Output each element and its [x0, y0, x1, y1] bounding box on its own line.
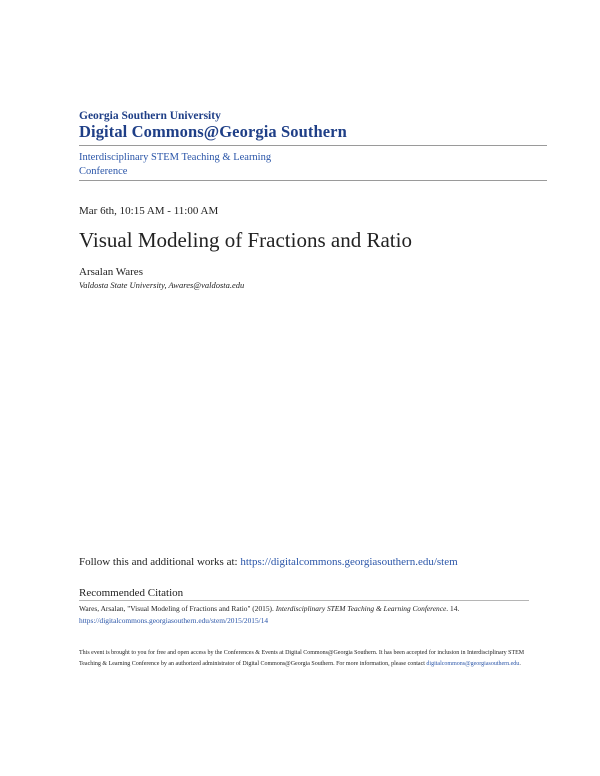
collection-divider: [79, 180, 547, 181]
recommended-citation-heading: Recommended Citation: [79, 587, 184, 599]
notice-text: This event is brought to you for free and open access by the Conferences & Events at Digital Commons@Georgia Southern. It has been accepted for inclusion in Interdisciplinary STEM Teaching & Learning Conference by an authorized administrator of Digital Commons@Georgia Southern. For more information, please contact: [79, 650, 525, 667]
follow-line: [79, 556, 458, 568]
author-affiliation: Valdosta State University, Awares@valdosta.edu: [79, 280, 245, 290]
author-name: Arsalan Wares: [79, 266, 143, 278]
citation-link[interactable]: https://digitalcommons.georgiasouthern.edu/stem/2015/2015/14: [79, 616, 269, 625]
header-divider: [79, 145, 547, 146]
citation-journal: Interdisciplinary STEM Teaching & Learning Conference: [275, 604, 447, 613]
follow-text: Follow this and additional works at:: [79, 556, 241, 568]
citation-block: [79, 603, 539, 627]
follow-link[interactable]: https://digitalcommons.georgiasouthern.edu/stem: [240, 556, 458, 568]
university-name[interactable]: Georgia Southern University: [79, 110, 221, 122]
citation-suffix: . 14.: [446, 604, 460, 613]
access-notice: [79, 648, 529, 670]
citation-divider: [79, 600, 529, 601]
repository-name[interactable]: Digital Commons@Georgia Southern: [79, 122, 347, 141]
citation-text: Wares, Arsalan, "Visual Modeling of Fractions and Ratio" (2015).: [79, 604, 276, 613]
collection-link[interactable]: Interdisciplinary STEM Teaching & Learning Conference: [79, 152, 272, 177]
event-date: Mar 6th, 10:15 AM - 11:00 AM: [79, 205, 219, 217]
notice-end: .: [519, 661, 521, 667]
event-title: Visual Modeling of Fractions and Ratio: [79, 228, 412, 252]
contact-email-link[interactable]: digitalcommons@georgiasouthern.edu: [426, 661, 520, 667]
